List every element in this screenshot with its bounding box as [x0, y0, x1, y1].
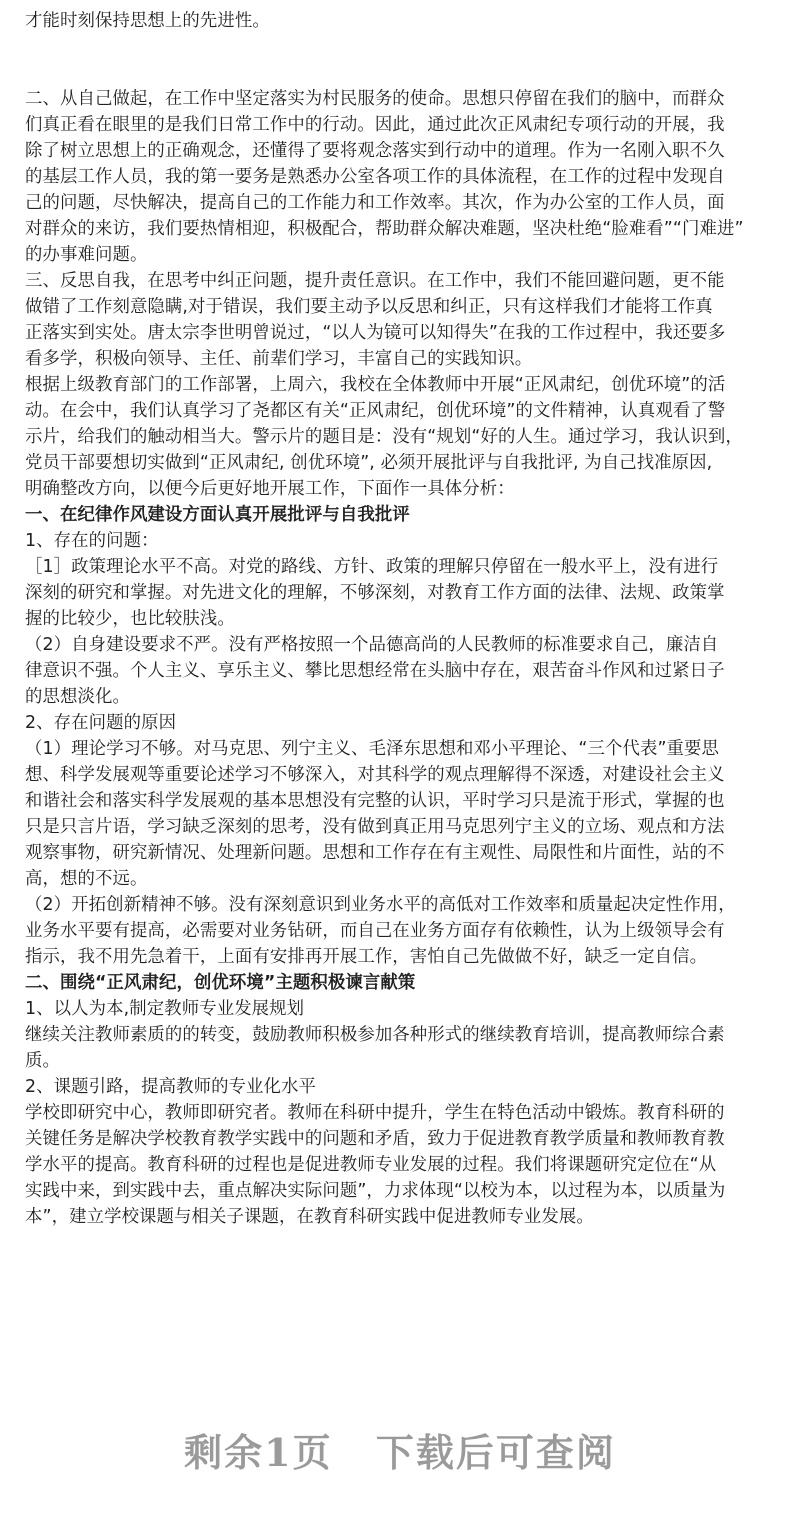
- document-body: [25, 8, 777, 1230]
- paragraph: [25, 1100, 777, 1230]
- text-line: 继续关注教师素质的的转变，鼓励教师积极参加各种形式的继续教育培训，提高教师综合素: [25, 1025, 725, 1045]
- paragraph: [25, 1074, 777, 1100]
- text-line: 只是只言片语，学习缺乏深刻的思考，没有做到真正用马克思列宁主义的立场、观点和方法: [25, 817, 725, 837]
- text-line: 做错了工作刻意隐瞒,对于错误，我们要主动予以反思和纠正，只有这样我们才能将工作真: [25, 297, 713, 317]
- text-line: 明确整改方向，以便今后更好地开展工作，下面作一具体分析：: [25, 479, 515, 499]
- text-line: （2）自身建设要求不严。没有严格按照一个品德高尚的人民教师的标准要求自己，廉洁自: [25, 635, 719, 655]
- text-line: 2、课题引路，提高教师的专业化水平: [25, 1077, 317, 1097]
- paragraph: [25, 736, 777, 892]
- section-heading: [25, 970, 777, 996]
- text-line: 质。: [25, 1051, 60, 1071]
- paragraph: [25, 554, 777, 632]
- paragraph: [25, 996, 777, 1022]
- text-line: 三、反思自我，在思考中纠正问题，提升责任意识。在工作中，我们不能回避问题，更不能: [25, 271, 725, 291]
- remaining-pages-label: 剩余1页: [184, 1430, 333, 1475]
- text-line: 的基层工作人员，我的第一要务是熟悉办公室各项工作的具体流程，在工作的过程中发现自: [25, 167, 725, 187]
- text-line: 的办事难问题。: [25, 245, 148, 265]
- text-line: 学水平的提高。教育科研的过程也是促进教师专业发展的过程。我们将课题研究定位在“从: [25, 1155, 717, 1175]
- text-line: 指示，我不用先急着干，上面有安排再开展工作，害怕自己先做做不好，缺乏一定自信。: [25, 947, 708, 967]
- text-line: 一、在纪律作风建设方面认真开展批评与自我批评: [25, 505, 410, 525]
- text-line: 握的比较少，也比较肤浅。: [25, 609, 235, 629]
- text-line: 动。在会中，我们认真学习了尧都区有关“正风肃纪，创优环境”的文件精神，认真观看了警: [25, 401, 726, 421]
- text-line: 党员干部要想切实做到“正风肃纪, 创优环境”, 必须开展批评与自我批评, 为自己找准原因,: [25, 453, 713, 473]
- paragraph: [25, 528, 777, 554]
- text-line: 们真正看在眼里的是我们日常工作中的行动。因此，通过此次正风肃纪专项行动的开展，我: [25, 115, 725, 135]
- text-line: 除了树立思想上的正确观念，还懂得了要将观念落实到行动中的道理。作为一名刚入职不久: [25, 141, 725, 161]
- text-line: （1）理论学习不够。对马克思、列宁主义、毛泽东思想和邓小平理论、“三个代表”重要思: [25, 739, 720, 759]
- text-line: 律意识不强。个人主义、享乐主义、攀比思想经常在头脑中存在，艰苦奋斗作风和过紧日子: [25, 661, 725, 681]
- text-line: 根据上级教育部门的工作部署，上周六，我校在全体教师中开展“正风肃纪，创优环境”的活: [25, 375, 726, 395]
- text-line: 深刻的研究和掌握。对先进文化的理解，不够深刻，对教育工作方面的法律、法规、政策掌: [25, 583, 725, 603]
- text-line: 1、存在的问题：: [25, 531, 159, 551]
- text-line: 观察事物，研究新情况、处理新问题。思想和工作存在有主观性、局限性和片面性，站的不: [25, 843, 725, 863]
- text-line: 己的问题，尽快解决，提高自己的工作能力和工作效率。其次，作为办公室的工作人员，面: [25, 193, 725, 213]
- paragraph: [25, 8, 777, 34]
- download-prompt-label[interactable]: 下载后可查阅: [375, 1430, 616, 1475]
- paragraph-gap: [25, 34, 777, 86]
- text-line: 看多学，积极向领导、主任、前辈们学习，丰富自己的实践知识。: [25, 349, 533, 369]
- text-line: 二、从自己做起，在工作中坚定落实为村民服务的使命。思想只停留在我们的脑中，而群众: [25, 89, 725, 109]
- preview-limit-banner[interactable]: [0, 1422, 800, 1477]
- text-line: ［1］政策理论水平不高。对党的路线、方针、政策的理解只停留在一般水平上，没有进行: [25, 557, 719, 577]
- text-line: 业务水平要有提高，必需要对业务钻研，而自己在业务方面存有依赖性，认为上级领导会有: [25, 921, 725, 941]
- text-line: 想、科学发展观等重要论述学习不够深入，对其科学的观点理解得不深透，对建设社会主义: [25, 765, 725, 785]
- text-line: 和谐社会和落实科学发展观的基本思想没有完整的认识，平时学习只是流于形式，掌握的也: [25, 791, 725, 811]
- text-line: （2）开拓创新精神不够。没有深刻意识到业务水平的高低对工作效率和质量起决定性作用，: [25, 895, 736, 915]
- section-heading: [25, 502, 777, 528]
- paragraph: [25, 86, 777, 268]
- text-line: 实践中来，到实践中去，重点解决实际问题”，力求体现“以校为本，以过程为本，以质量为: [25, 1181, 726, 1201]
- text-line: 对群众的来访，我们要热情相迎，积极配合，帮助群众解决难题，坚决杜绝“脸难看”“门难进”: [25, 219, 744, 239]
- paragraph: [25, 1022, 777, 1074]
- paragraph: [25, 372, 777, 502]
- text-line: 才能时刻保持思想上的先进性。: [25, 11, 270, 31]
- text-line: 高，想的不远。: [25, 869, 148, 889]
- text-line: 正落实到实处。唐太宗李世明曾说过，“以人为镜可以知得失”在我的工作过程中，我还要多: [25, 323, 726, 343]
- paragraph: [25, 710, 777, 736]
- text-line: 学校即研究中心，教师即研究者。教师在科研中提升，学生在特色活动中锻炼。教育科研的: [25, 1103, 725, 1123]
- paragraph: [25, 892, 777, 970]
- text-line: 本”，建立学校课题与相关子课题，在教育科研实践中促进教师专业发展。: [25, 1207, 594, 1227]
- text-line: 2、存在问题的原因: [25, 713, 177, 733]
- paragraph: [25, 632, 777, 710]
- paragraph: [25, 268, 777, 372]
- text-line: 1、以人为本,制定教师专业发展规划: [25, 999, 305, 1019]
- text-line: 关键任务是解决学校教育教学实践中的问题和矛盾，致力于促进教育教学质量和教师教育教: [25, 1129, 725, 1149]
- text-line: 示片，给我们的触动相当大。警示片的题目是：没有“规划“好的人生。通过学习，我认识到，: [25, 427, 743, 447]
- text-line: 的思想淡化。: [25, 687, 130, 707]
- text-line: 二、围绕“正风肃纪，创优环境”主题积极谏言献策: [25, 973, 416, 993]
